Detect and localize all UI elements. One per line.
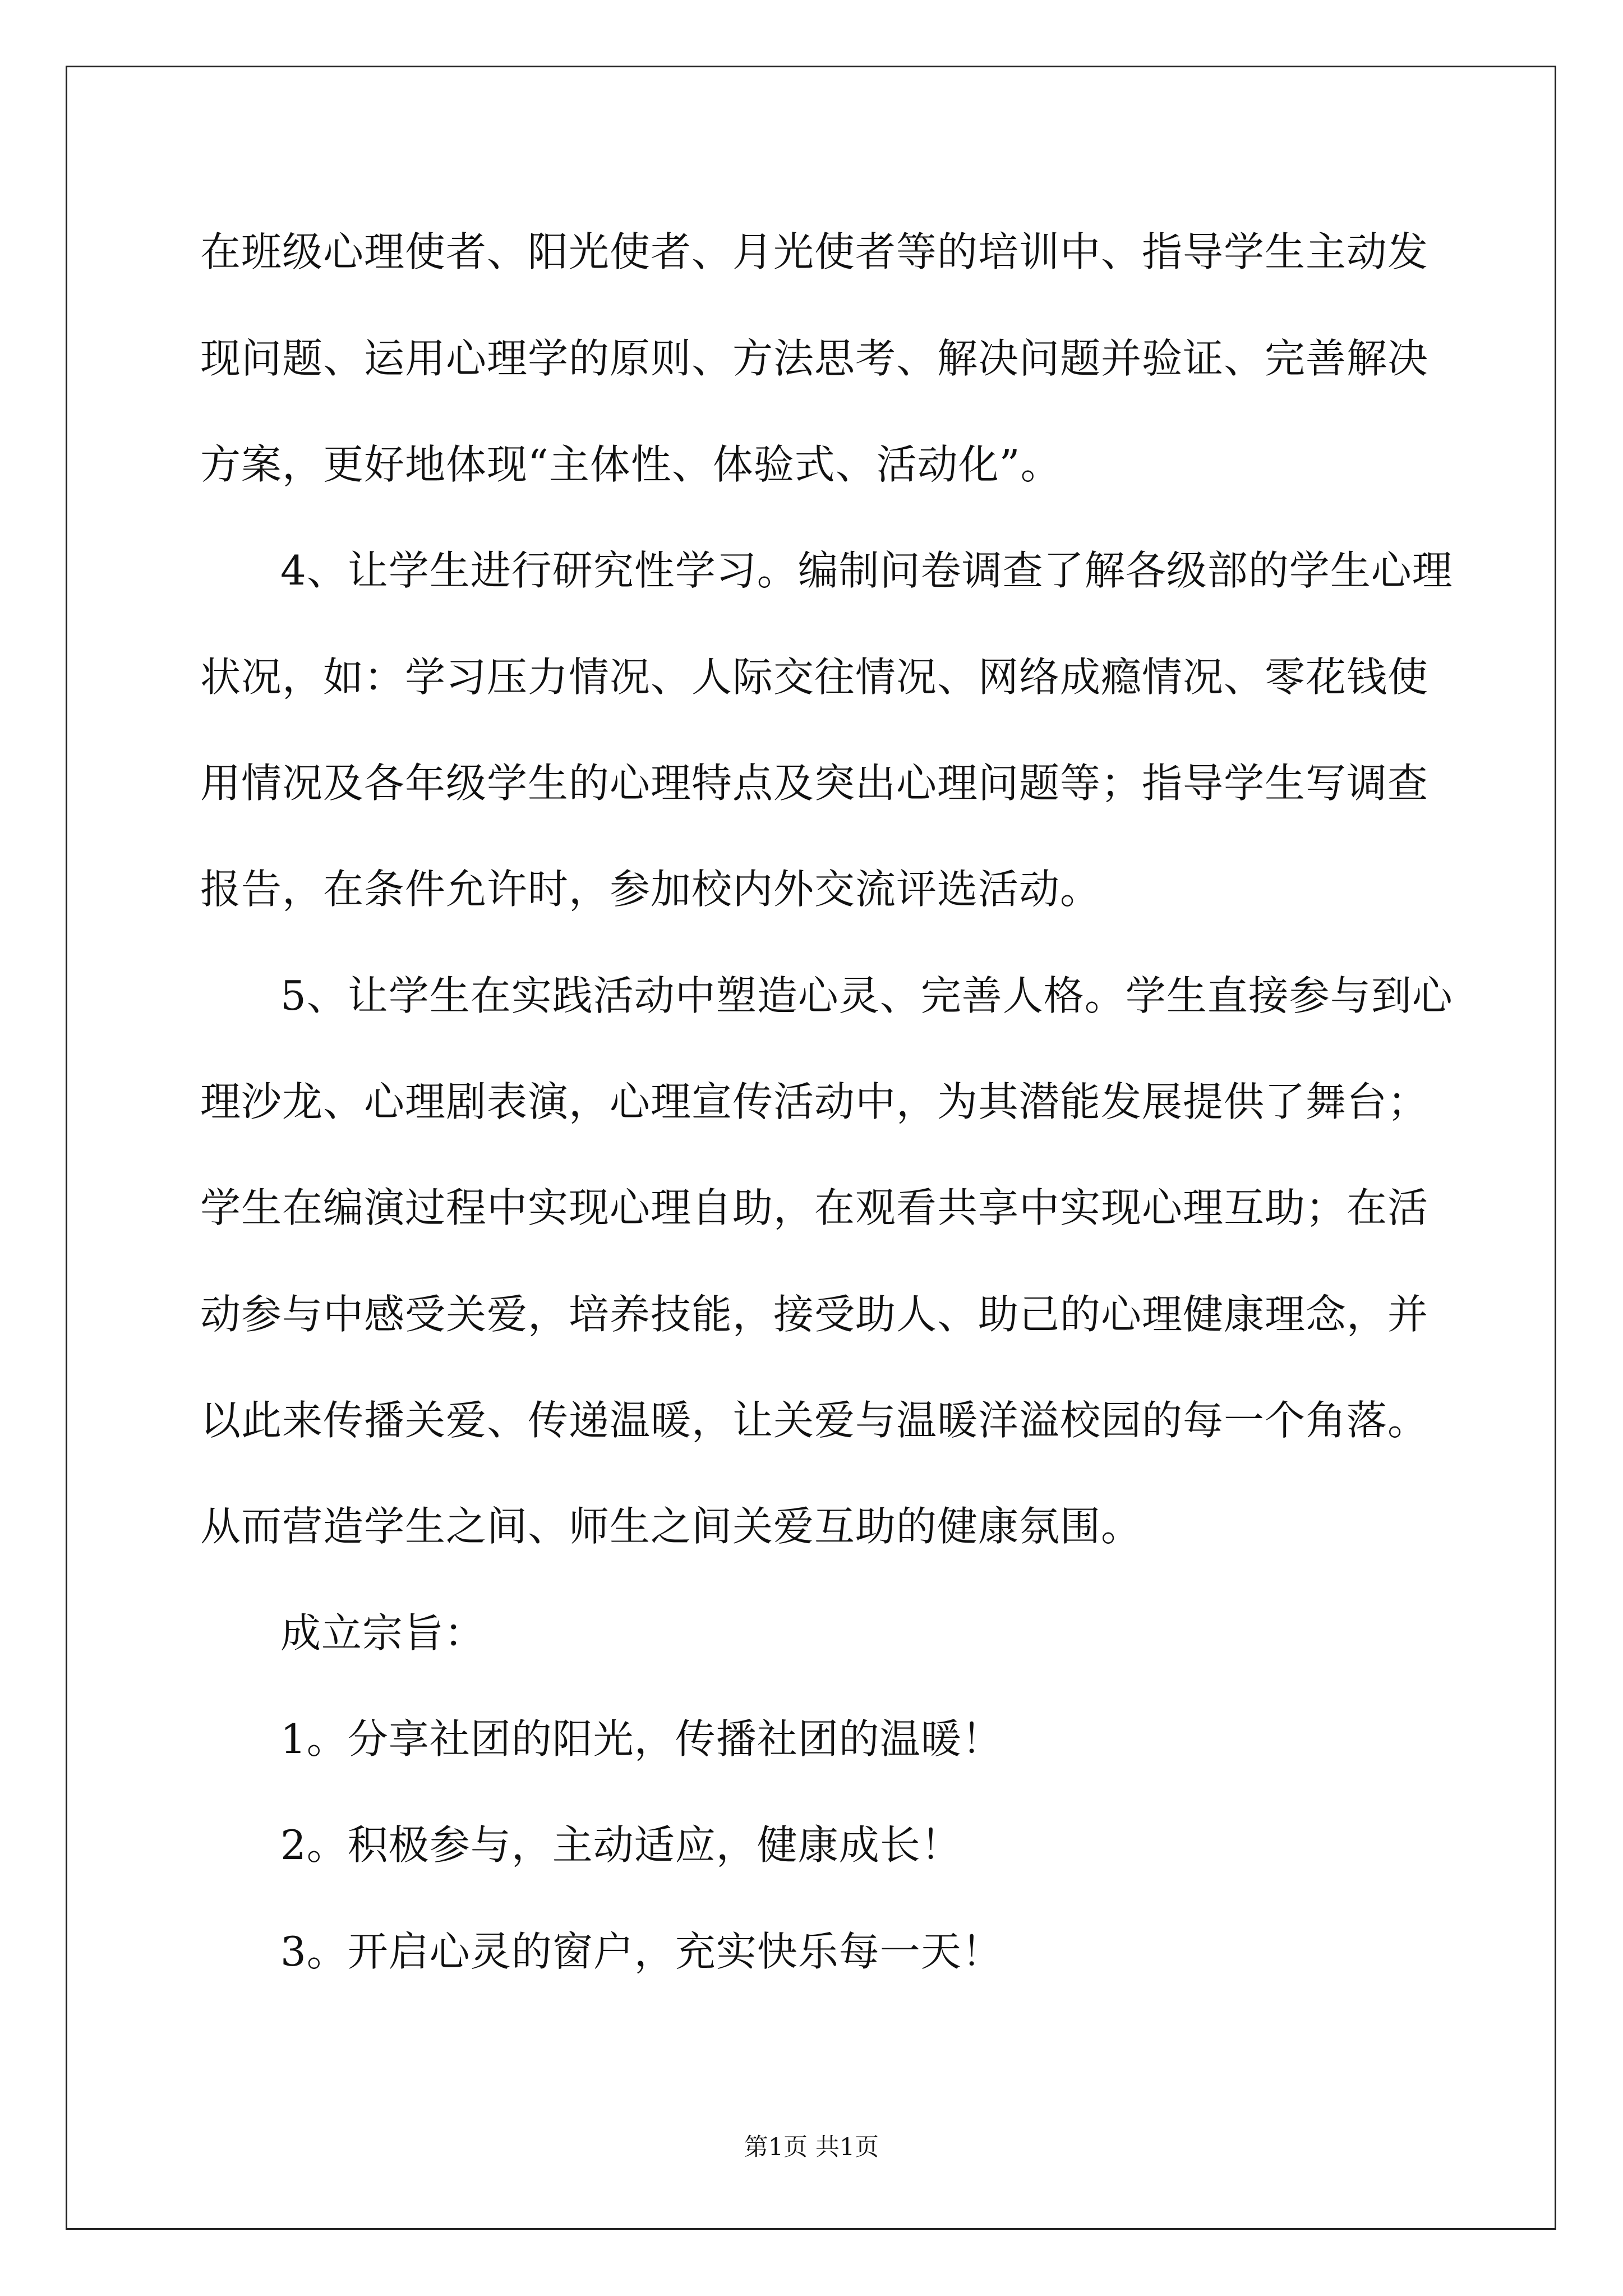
section-heading: 成立宗旨：	[280, 1609, 486, 1657]
list-item: 1。分享社团的阳光，传播社团的温暖！	[280, 1715, 1003, 1763]
paragraph-line: 从而营造学生之间、师生之间关爱互助的健康氛围。	[200, 1503, 1142, 1550]
paragraph-line: 4、让学生进行研究性学习。编制问卷调查了解各级部的学生心理	[280, 547, 1453, 594]
list-item: 3。开启心灵的窗户，充实快乐每一天！	[280, 1928, 1003, 1975]
paragraph-line: 理沙龙、心理剧表演，心理宣传活动中，为其潜能发展提供了舞台；	[200, 1078, 1429, 1125]
paragraph-line: 状况，如：学习压力情况、人际交往情况、网络成瘾情况、零花钱使	[200, 654, 1429, 701]
list-item: 2。积极参与，主动适应，健康成长！	[280, 1821, 962, 1869]
paragraph-line: 5、让学生在实践活动中塑造心灵、完善人格。学生直接参与到心	[280, 972, 1453, 1019]
paragraph-line: 用情况及各年级学生的心理特点及突出心理问题等；指导学生写调查	[200, 760, 1429, 807]
paragraph-line: 动参与中感受关爱，培养技能，接受助人、助己的心理健康理念，并	[200, 1291, 1429, 1338]
page-border	[66, 66, 1556, 2230]
paragraph-line: 以此来传播关爱、传递温暖，让关爱与温暖洋溢校园的每一个角落。	[200, 1397, 1429, 1444]
page-number: 第1页 共1页	[744, 2133, 879, 2161]
paragraph-line: 在班级心理使者、阳光使者、月光使者等的培训中、指导学生主动发	[200, 228, 1429, 275]
paragraph-line: 报告，在条件允许时，参加校内外交流评选活动。	[200, 866, 1101, 913]
paragraph-line: 方案，更好地体现“主体性、体验式、活动化”。	[200, 441, 1062, 488]
paragraph-line: 学生在编演过程中实现心理自助，在观看共享中实现心理互助；在活	[200, 1184, 1429, 1231]
paragraph-line: 现问题、运用心理学的原则、方法思考、解决问题并验证、完善解决	[200, 335, 1429, 382]
